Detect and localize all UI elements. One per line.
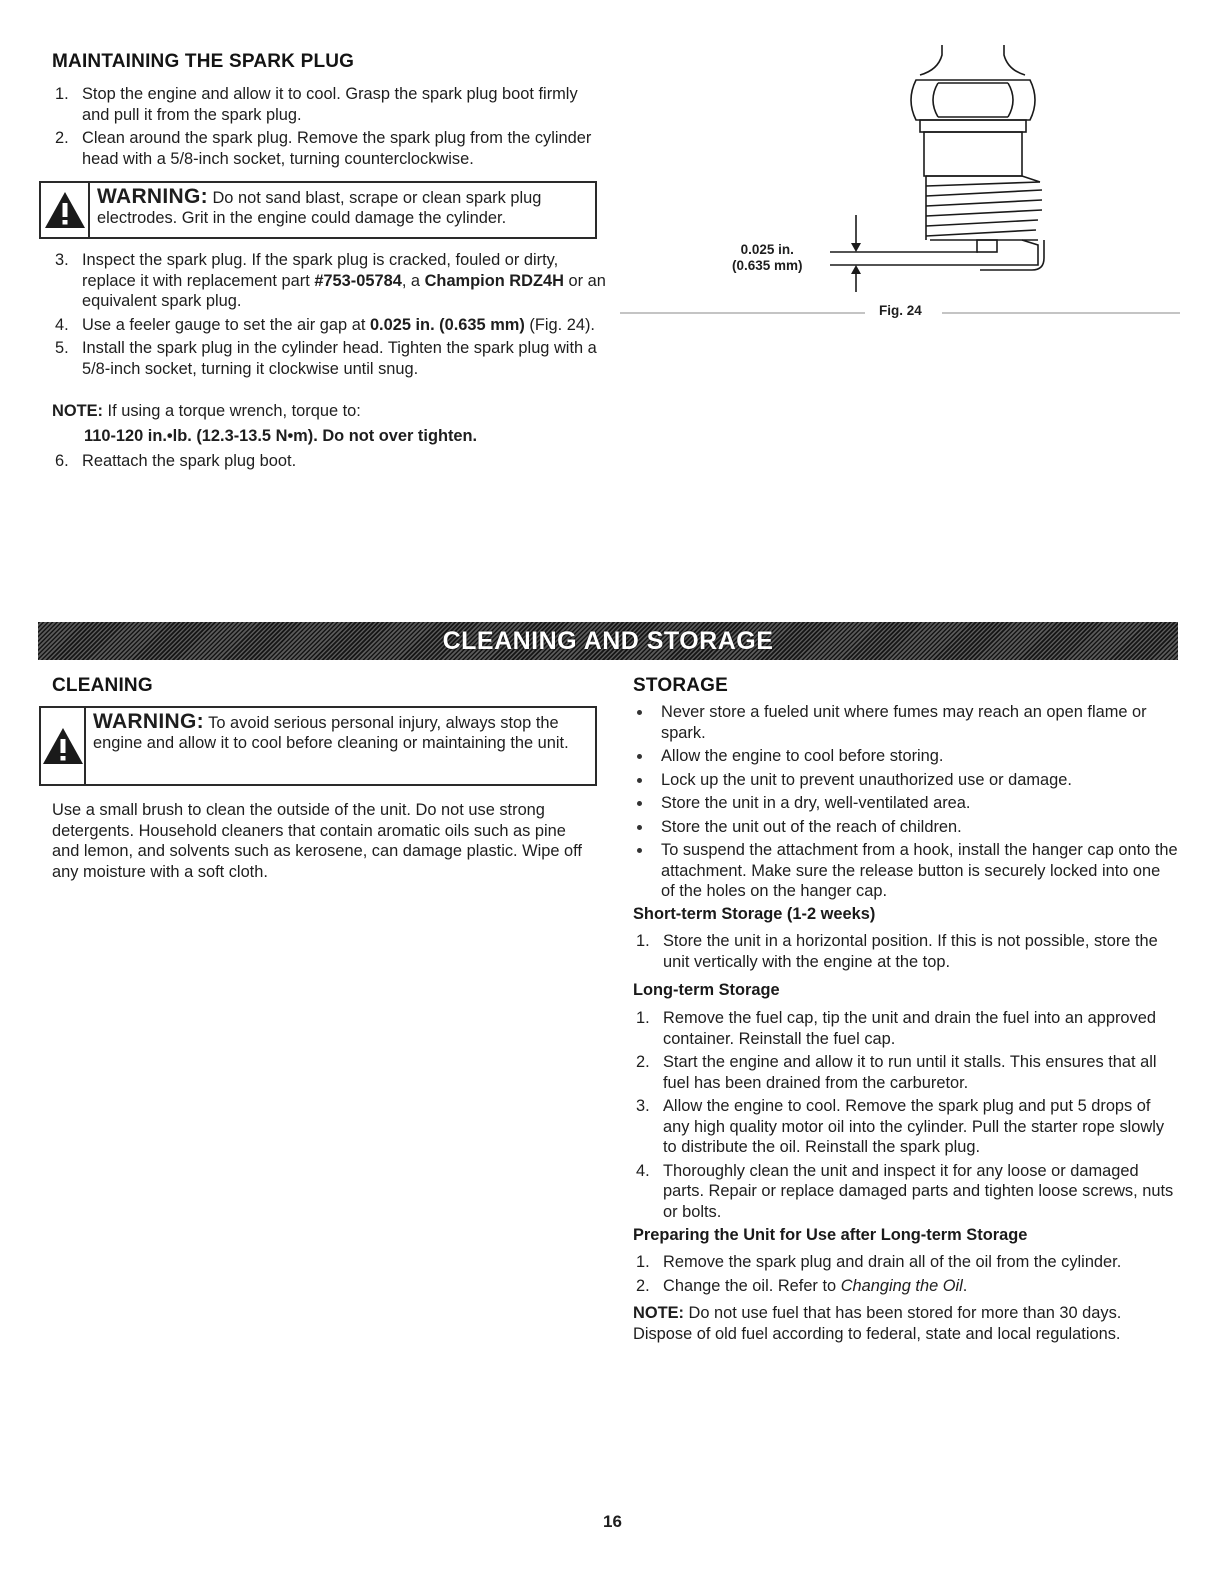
spark-plug-warning-box <box>39 181 597 239</box>
storage-bullets <box>633 702 1178 905</box>
cleaning-warning-box <box>39 706 597 786</box>
list-item: Store the unit out of the reach of children. <box>633 817 1178 838</box>
figure-caption: Fig. 24 <box>879 303 922 318</box>
warning-triangle-icon <box>41 183 90 237</box>
list-item: To suspend the attachment from a hook, install the hanger cap onto the attachment. Make sure the release button is securely locked into one of the holes on the hanger cap. <box>633 840 1178 902</box>
torque-note: NOTE: If using a torque wrench, torque to: <box>52 402 361 420</box>
list-item: 6. Reattach the spark plug boot. <box>55 452 297 470</box>
cleaning-body: Use a small brush to clean the outside of the unit. Do not use strong detergents. Household cleaners that contain aromatic oils such as pine and lemon, and solvents such as kerosene, can damage plastic. Wipe off any moisture with a soft cloth. <box>52 801 582 881</box>
long-term-heading: Long-term Storage <box>633 981 780 999</box>
short-term-steps <box>633 931 1183 975</box>
list-item: 1. Remove the spark plug and drain all of the oil from the cylinder. <box>636 1253 1122 1271</box>
list-item: 1. Remove the fuel cap, tip the unit and drain the fuel into an approved container. Reinstall the fuel cap. <box>636 1009 1156 1048</box>
list-item: 1. Stop the engine and allow it to cool. Grasp the spark plug boot firmly and pull it from the spark plug. <box>55 85 578 124</box>
list-item: 3. Allow the engine to cool. Remove the spark plug and put 5 drops of any high quality motor oil into the cylinder. Pull the starter rope slowly to distribute the oil. Reinstall the spark plug. <box>636 1097 1165 1156</box>
list-item: Store the unit in a dry, well-ventilated area. <box>633 793 1178 814</box>
warning-triangle-icon <box>41 708 86 784</box>
spark-plug-figure <box>620 40 1180 330</box>
list-item: 4. Use a feeler gauge to set the air gap at 0.025 in. (0.635 mm) (Fig. 24). <box>55 315 595 334</box>
list-item: 2. Start the engine and allow it to run until it stalls. This ensures that all fuel has been drained from the carburetor. <box>636 1053 1157 1092</box>
warning-text: WARNING: To avoid serious personal injury, always stop the engine and allow it to cool before cleaning or maintaining the unit. <box>93 710 569 752</box>
section-banner-title: CLEANING AND STORAGE <box>442 626 774 655</box>
list-item: 3. Inspect the spark plug. If the spark plug is cracked, fouled or dirty, replace it with replacement part #753-05784, a Champion RDZ4H or an equivalent spark plug. <box>55 251 606 310</box>
spark-plug-steps-c <box>52 451 602 475</box>
spark-plug-gap-diagram <box>620 40 1180 330</box>
warning-text: WARNING: Do not sand blast, scrape or clean spark plug electrodes. Grit in the engine could damage the cylinder. <box>97 185 542 227</box>
list-item: 4. Thoroughly clean the unit and inspect it for any loose or damaged parts. Repair or replace damaged parts and tighten loose screws, nuts or bolts. <box>636 1161 1174 1221</box>
prep-heading: Preparing the Unit for Use after Long-term Storage <box>633 1226 1028 1244</box>
gap-label: 0.025 in. (0.635 mm) <box>732 242 803 273</box>
spark-plug-steps-a <box>52 84 602 172</box>
storage-note: NOTE: Do not use fuel that has been stored for more than 30 days. Dispose of old fuel according to federal, state and local regulations. <box>633 1304 1122 1343</box>
section-banner <box>38 622 1178 660</box>
list-item: Never store a fueled unit where fumes may reach an open flame or spark. <box>633 702 1178 743</box>
cleaning-heading: CLEANING <box>52 675 153 696</box>
prep-steps <box>633 1252 1183 1299</box>
list-item: 1. Store the unit in a horizontal position. If this is not possible, store the unit vertically with the engine at the top. <box>636 932 1158 971</box>
list-item: 2. Clean around the spark plug. Remove the spark plug from the cylinder head with a 5/8-inch socket, turning counterclockwise. <box>55 129 592 168</box>
list-item: Lock up the unit to prevent unauthorized use or damage. <box>633 770 1178 791</box>
spark-plug-heading: MAINTAINING THE SPARK PLUG <box>52 51 355 72</box>
list-item: 2. Change the oil. Refer to Changing the Oil. <box>636 1276 968 1295</box>
torque-value: 110-120 in.•lb. (12.3-13.5 N•m). Do not over tighten. <box>84 427 478 445</box>
storage-heading: STORAGE <box>633 675 729 696</box>
long-term-steps <box>633 1008 1178 1225</box>
list-item: Allow the engine to cool before storing. <box>633 746 1178 767</box>
list-item: 5. Install the spark plug in the cylinder head. Tighten the spark plug with a 5/8-inch socket, turning it clockwise until snug. <box>55 339 597 378</box>
page-number: 16 <box>603 1512 622 1531</box>
short-term-heading: Short-term Storage (1-2 weeks) <box>633 905 876 923</box>
spark-plug-steps-b <box>52 250 607 382</box>
